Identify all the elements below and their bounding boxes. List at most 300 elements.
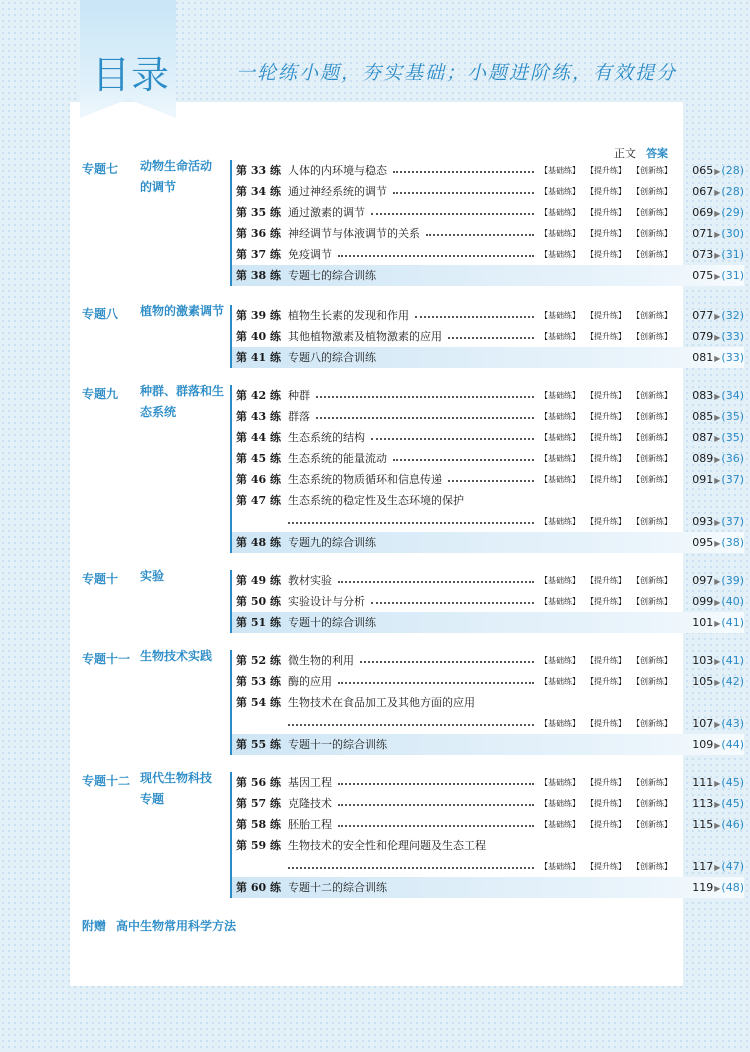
practice-tag: 【提升练】 [590, 597, 626, 606]
lesson-title: 生物技术在食品加工及其他方面的应用 [288, 696, 475, 709]
lesson-number: 第 38 练 [236, 269, 281, 282]
page-reference [692, 305, 744, 327]
main-page-number: 081 [692, 351, 714, 364]
lesson-row[interactable] [232, 835, 744, 877]
practice-tags [530, 591, 672, 612]
main-page-number: 079 [692, 330, 714, 343]
lesson-number: 第 39 练 [236, 309, 281, 322]
practice-tag: 【基础练】 [540, 799, 580, 808]
dot-leader [448, 337, 534, 339]
practice-tag: 【基础练】 [540, 862, 580, 871]
practice-tag: 【基础练】 [540, 820, 580, 829]
triangle-arrow-icon: ▶ [714, 392, 721, 401]
main-page-number: 097 [692, 574, 714, 587]
practice-tags [530, 181, 672, 202]
lesson-number: 第 42 练 [236, 389, 281, 402]
practice-tag: 【创新练】 [636, 229, 672, 238]
practice-tags [530, 713, 672, 734]
practice-tag: 【基础练】 [540, 597, 580, 606]
practice-tag: 【提升练】 [590, 820, 626, 829]
practice-tag: 【创新练】 [636, 597, 672, 606]
practice-tags [530, 223, 672, 244]
lesson-row[interactable] [232, 532, 744, 553]
practice-tags [530, 772, 672, 793]
topic-number: 专题十一 [82, 652, 131, 666]
lesson-number: 第 37 练 [236, 248, 281, 261]
lesson-title: 植物生长素的发现和作用 [288, 309, 409, 322]
lesson-number: 第 47 练 [236, 494, 281, 507]
main-page-number: 111 [692, 776, 714, 789]
practice-tag: 【提升练】 [590, 799, 626, 808]
practice-tag: 【提升练】 [590, 208, 626, 217]
dot-leader [448, 480, 534, 482]
practice-tags [530, 814, 672, 835]
lesson-row[interactable] [232, 692, 744, 734]
lesson-row[interactable] [232, 406, 744, 427]
topic-name: 植物的激素调节 [140, 304, 225, 318]
main-page-number: 119 [692, 881, 714, 894]
practice-tags [530, 793, 672, 814]
topic-number: 专题九 [82, 387, 119, 401]
lesson-number: 第 43 练 [236, 410, 281, 423]
triangle-arrow-icon: ▶ [714, 354, 721, 363]
lesson-title: 人体的内环境与稳态 [288, 164, 387, 177]
page-reference [692, 160, 744, 182]
column-header [614, 145, 668, 161]
page-reference [692, 877, 744, 899]
dot-leader [316, 417, 534, 419]
practice-tag: 【基础练】 [540, 576, 580, 585]
page-reference [692, 181, 744, 203]
practice-tag: 【基础练】 [540, 229, 580, 238]
practice-tag: 【创新练】 [636, 433, 672, 442]
triangle-arrow-icon: ▶ [714, 312, 721, 321]
lesson-number: 第 48 练 [236, 536, 281, 549]
practice-tag: 【创新练】 [636, 677, 672, 686]
lesson-row[interactable] [232, 160, 744, 181]
lesson-row[interactable] [232, 612, 744, 633]
page-reference [692, 244, 744, 266]
main-page-number: 087 [692, 431, 714, 444]
lesson-title: 生态系统的结构 [288, 431, 365, 444]
main-page-number: 089 [692, 452, 714, 465]
lesson-list [230, 160, 744, 286]
lesson-title: 基因工程 [288, 776, 332, 789]
practice-tag: 【创新练】 [636, 799, 672, 808]
page-reference [692, 570, 744, 592]
lesson-row[interactable] [232, 734, 744, 755]
dot-leader [415, 316, 534, 318]
answer-page-number: (32) [721, 309, 744, 322]
practice-tags [530, 326, 672, 347]
practice-tag: 【创新练】 [636, 454, 672, 463]
main-page-number: 093 [692, 515, 714, 528]
practice-tags [530, 511, 672, 532]
dot-leader [316, 396, 534, 398]
column-answer-label: 答案 [646, 147, 668, 160]
topic-number: 专题十二 [82, 774, 131, 788]
answer-page-number: (28) [721, 164, 744, 177]
answer-page-number: (43) [721, 717, 744, 730]
answer-page-number: (36) [721, 452, 744, 465]
dot-leader [371, 213, 534, 215]
practice-tag: 【基础练】 [540, 517, 580, 526]
answer-page-number: (35) [721, 431, 744, 444]
lesson-number: 第 35 练 [236, 206, 281, 219]
practice-tag: 【创新练】 [636, 412, 672, 421]
lesson-title: 酶的应用 [288, 675, 332, 688]
lesson-title: 种群 [288, 389, 310, 402]
page-reference [692, 427, 744, 449]
lesson-title: 专题十一的综合训练 [288, 738, 387, 751]
main-page-number: 065 [692, 164, 714, 177]
triangle-arrow-icon: ▶ [714, 800, 721, 809]
lesson-title: 通过神经系统的调节 [288, 185, 387, 198]
dot-leader [288, 867, 534, 869]
triangle-arrow-icon: ▶ [714, 884, 721, 893]
dot-leader [393, 171, 534, 173]
triangle-arrow-icon: ▶ [714, 209, 721, 218]
triangle-arrow-icon: ▶ [714, 272, 721, 281]
dot-leader [338, 783, 534, 785]
page-reference [692, 223, 744, 245]
page-reference [692, 347, 744, 369]
practice-tags [530, 305, 672, 326]
page-reference [692, 612, 744, 634]
dot-leader [338, 581, 534, 583]
practice-tag: 【基础练】 [540, 778, 580, 787]
lesson-number: 第 58 练 [236, 818, 281, 831]
dot-leader [360, 661, 534, 663]
topic-number: 专题七 [82, 162, 119, 176]
practice-tag: 【提升练】 [590, 229, 626, 238]
practice-tags [530, 856, 672, 877]
page-reference [692, 856, 744, 878]
practice-tags [530, 427, 672, 448]
main-page-number: 069 [692, 206, 714, 219]
practice-tag: 【提升练】 [590, 332, 626, 341]
lesson-number: 第 55 练 [236, 738, 281, 751]
practice-tag: 【提升练】 [590, 412, 626, 421]
practice-tag: 【提升练】 [590, 475, 626, 484]
answer-page-number: (41) [721, 654, 744, 667]
lesson-title: 神经调节与体液调节的关系 [288, 227, 420, 240]
practice-tag: 【基础练】 [540, 677, 580, 686]
practice-tag: 【创新练】 [636, 187, 672, 196]
answer-page-number: (46) [721, 818, 744, 831]
lesson-title: 生态系统的稳定性及生态环境的保护 [288, 494, 464, 507]
triangle-arrow-icon: ▶ [714, 230, 721, 239]
practice-tag: 【提升练】 [590, 778, 626, 787]
answer-page-number: (30) [721, 227, 744, 240]
lesson-row[interactable] [232, 305, 744, 326]
triangle-arrow-icon: ▶ [714, 720, 721, 729]
topic-name: 实验 [140, 569, 165, 583]
answer-page-number: (31) [721, 269, 744, 282]
triangle-arrow-icon: ▶ [714, 619, 721, 628]
lesson-title: 群落 [288, 410, 310, 423]
practice-tag: 【基础练】 [540, 391, 580, 400]
answer-page-number: (29) [721, 206, 744, 219]
lesson-row[interactable] [232, 244, 744, 265]
page-reference [692, 772, 744, 794]
practice-tag: 【创新练】 [636, 475, 672, 484]
main-page-number: 109 [692, 738, 714, 751]
practice-tags [530, 448, 672, 469]
main-page-number: 083 [692, 389, 714, 402]
practice-tags [530, 385, 672, 406]
practice-tag: 【创新练】 [636, 656, 672, 665]
dot-leader [288, 522, 534, 524]
triangle-arrow-icon: ▶ [714, 518, 721, 527]
practice-tag: 【基础练】 [540, 433, 580, 442]
lesson-row[interactable] [232, 427, 744, 448]
lesson-row[interactable] [232, 490, 744, 532]
lesson-number: 第 57 练 [236, 797, 281, 810]
lesson-row[interactable] [232, 793, 744, 814]
practice-tag: 【提升练】 [590, 677, 626, 686]
topic-number: 专题八 [82, 307, 119, 321]
practice-tag: 【创新练】 [636, 576, 672, 585]
lesson-number: 第 45 练 [236, 452, 281, 465]
practice-tag: 【提升练】 [590, 391, 626, 400]
practice-tag: 【创新练】 [636, 862, 672, 871]
answer-page-number: (45) [721, 797, 744, 810]
answer-page-number: (28) [721, 185, 744, 198]
lesson-number: 第 36 练 [236, 227, 281, 240]
practice-tag: 【提升练】 [590, 311, 626, 320]
answer-page-number: (37) [721, 515, 744, 528]
appendix-title: 高中生物常用科学方法 [116, 919, 237, 933]
main-page-number: 113 [692, 797, 714, 810]
main-page-number: 103 [692, 654, 714, 667]
triangle-arrow-icon: ▶ [714, 539, 721, 548]
answer-page-number: (35) [721, 410, 744, 423]
triangle-arrow-icon: ▶ [714, 577, 721, 586]
page-reference [692, 650, 744, 672]
lesson-row[interactable] [232, 265, 744, 286]
practice-tag: 【创新练】 [636, 820, 672, 829]
dot-leader [426, 234, 534, 236]
dot-leader [338, 682, 534, 684]
answer-page-number: (34) [721, 389, 744, 402]
page-reference [692, 591, 744, 613]
lesson-title: 专题七的综合训练 [288, 269, 376, 282]
lesson-list [230, 772, 744, 898]
lesson-list [230, 650, 744, 755]
practice-tag: 【创新练】 [636, 208, 672, 217]
slogan: 一轮练小题，夯实基础；小题进阶练，有效提分 [236, 62, 678, 84]
triangle-arrow-icon: ▶ [714, 598, 721, 607]
practice-tag: 【提升练】 [590, 454, 626, 463]
answer-page-number: (33) [721, 330, 744, 343]
page-reference [692, 814, 744, 836]
appendix-entry[interactable] [82, 917, 236, 934]
practice-tags [530, 244, 672, 265]
lesson-row[interactable] [232, 591, 744, 612]
main-page-number: 071 [692, 227, 714, 240]
lesson-row[interactable] [232, 326, 744, 347]
page-reference [692, 448, 744, 470]
main-page-number: 107 [692, 717, 714, 730]
practice-tag: 【提升练】 [590, 250, 626, 259]
lesson-row[interactable] [232, 347, 744, 368]
page-reference [692, 469, 744, 491]
main-page-number: 067 [692, 185, 714, 198]
topic-number: 专题十 [82, 572, 119, 586]
topic-name: 现代生物科技 专题 [140, 771, 213, 806]
topic-name: 种群、群落和生 态系统 [140, 384, 225, 419]
practice-tag: 【提升练】 [590, 433, 626, 442]
answer-page-number: (39) [721, 574, 744, 587]
triangle-arrow-icon: ▶ [714, 251, 721, 260]
triangle-arrow-icon: ▶ [714, 476, 721, 485]
main-page-number: 095 [692, 536, 714, 549]
lesson-number: 第 52 练 [236, 654, 281, 667]
practice-tag: 【基础练】 [540, 311, 580, 320]
answer-page-number: (45) [721, 776, 744, 789]
practice-tag: 【创新练】 [636, 517, 672, 526]
answer-page-number: (31) [721, 248, 744, 261]
lesson-number: 第 56 练 [236, 776, 281, 789]
lesson-row[interactable] [232, 570, 744, 591]
lesson-title: 生物技术的安全性和伦理问题及生态工程 [288, 839, 486, 852]
lesson-number: 第 60 练 [236, 881, 281, 894]
lesson-number: 第 50 练 [236, 595, 281, 608]
lesson-row[interactable] [232, 448, 744, 469]
practice-tag: 【创新练】 [636, 719, 672, 728]
lesson-title: 生态系统的能量流动 [288, 452, 387, 465]
page-reference [692, 713, 744, 735]
lesson-row[interactable] [232, 650, 744, 671]
dot-leader [371, 438, 534, 440]
triangle-arrow-icon: ▶ [714, 413, 721, 422]
answer-page-number: (33) [721, 351, 744, 364]
main-page-number: 105 [692, 675, 714, 688]
lesson-number: 第 44 练 [236, 431, 281, 444]
practice-tags [530, 671, 672, 692]
practice-tag: 【基础练】 [540, 454, 580, 463]
triangle-arrow-icon: ▶ [714, 188, 721, 197]
lesson-title: 实验设计与分析 [288, 595, 365, 608]
practice-tags [530, 160, 672, 181]
page-reference [692, 406, 744, 428]
page-reference [692, 202, 744, 224]
main-page-number: 101 [692, 616, 714, 629]
dot-leader [338, 825, 534, 827]
triangle-arrow-icon: ▶ [714, 333, 721, 342]
practice-tags [530, 650, 672, 671]
triangle-arrow-icon: ▶ [714, 434, 721, 443]
lesson-row[interactable] [232, 385, 744, 406]
dot-leader [393, 459, 534, 461]
triangle-arrow-icon: ▶ [714, 821, 721, 830]
lesson-row[interactable] [232, 202, 744, 223]
page-reference [692, 532, 744, 554]
lesson-list [230, 305, 744, 368]
lesson-title: 专题十的综合训练 [288, 616, 376, 629]
answer-page-number: (48) [721, 881, 744, 894]
practice-tags [530, 202, 672, 223]
page-reference [692, 265, 744, 287]
practice-tag: 【创新练】 [636, 778, 672, 787]
practice-tag: 【提升练】 [590, 719, 626, 728]
triangle-arrow-icon: ▶ [714, 741, 721, 750]
lesson-number: 第 54 练 [236, 696, 281, 709]
lesson-row[interactable] [232, 181, 744, 202]
lesson-title: 专题八的综合训练 [288, 351, 376, 364]
practice-tag: 【创新练】 [636, 166, 672, 175]
practice-tag: 【基础练】 [540, 475, 580, 484]
practice-tag: 【提升练】 [590, 862, 626, 871]
lesson-row[interactable] [232, 772, 744, 793]
practice-tag: 【基础练】 [540, 332, 580, 341]
lesson-number: 第 40 练 [236, 330, 281, 343]
practice-tag: 【提升练】 [590, 656, 626, 665]
practice-tag: 【基础练】 [540, 250, 580, 259]
practice-tags [530, 570, 672, 591]
page-reference [692, 326, 744, 348]
practice-tag: 【提升练】 [590, 187, 626, 196]
lesson-number: 第 33 练 [236, 164, 281, 177]
lesson-title: 专题九的综合训练 [288, 536, 376, 549]
practice-tags [530, 406, 672, 427]
lesson-number: 第 46 练 [236, 473, 281, 486]
lesson-number: 第 59 练 [236, 839, 281, 852]
triangle-arrow-icon: ▶ [714, 657, 721, 666]
lesson-number: 第 49 练 [236, 574, 281, 587]
appendix-label: 附赠 [82, 919, 107, 933]
lesson-title: 胚胎工程 [288, 818, 332, 831]
page-reference [692, 511, 744, 533]
practice-tag: 【创新练】 [636, 250, 672, 259]
lesson-row[interactable] [232, 469, 744, 490]
main-page-number: 115 [692, 818, 714, 831]
lesson-title: 通过激素的调节 [288, 206, 365, 219]
page-reference [692, 793, 744, 815]
practice-tag: 【提升练】 [590, 576, 626, 585]
dot-leader [393, 192, 534, 194]
answer-page-number: (41) [721, 616, 744, 629]
lesson-row[interactable] [232, 814, 744, 835]
lesson-row[interactable] [232, 877, 744, 898]
lesson-row[interactable] [232, 671, 744, 692]
triangle-arrow-icon: ▶ [714, 863, 721, 872]
topic-name: 生物技术实践 [140, 649, 213, 663]
lesson-list [230, 385, 744, 553]
dot-leader [338, 804, 534, 806]
lesson-number: 第 41 练 [236, 351, 281, 364]
practice-tags [530, 469, 672, 490]
practice-tag: 【创新练】 [636, 391, 672, 400]
lesson-title: 免疫调节 [288, 248, 332, 261]
practice-tag: 【基础练】 [540, 166, 580, 175]
lesson-row[interactable] [232, 223, 744, 244]
triangle-arrow-icon: ▶ [714, 167, 721, 176]
triangle-arrow-icon: ▶ [714, 455, 721, 464]
lesson-title: 教材实验 [288, 574, 332, 587]
dot-leader [288, 724, 534, 726]
page-title: 目录 [92, 53, 171, 97]
column-main-label: 正文 [614, 147, 636, 160]
lesson-title: 生态系统的物质循环和信息传递 [288, 473, 442, 486]
lesson-number: 第 51 练 [236, 616, 281, 629]
main-page-number: 091 [692, 473, 714, 486]
answer-page-number: (44) [721, 738, 744, 751]
practice-tag: 【基础练】 [540, 656, 580, 665]
page-reference [692, 671, 744, 693]
practice-tag: 【基础练】 [540, 187, 580, 196]
